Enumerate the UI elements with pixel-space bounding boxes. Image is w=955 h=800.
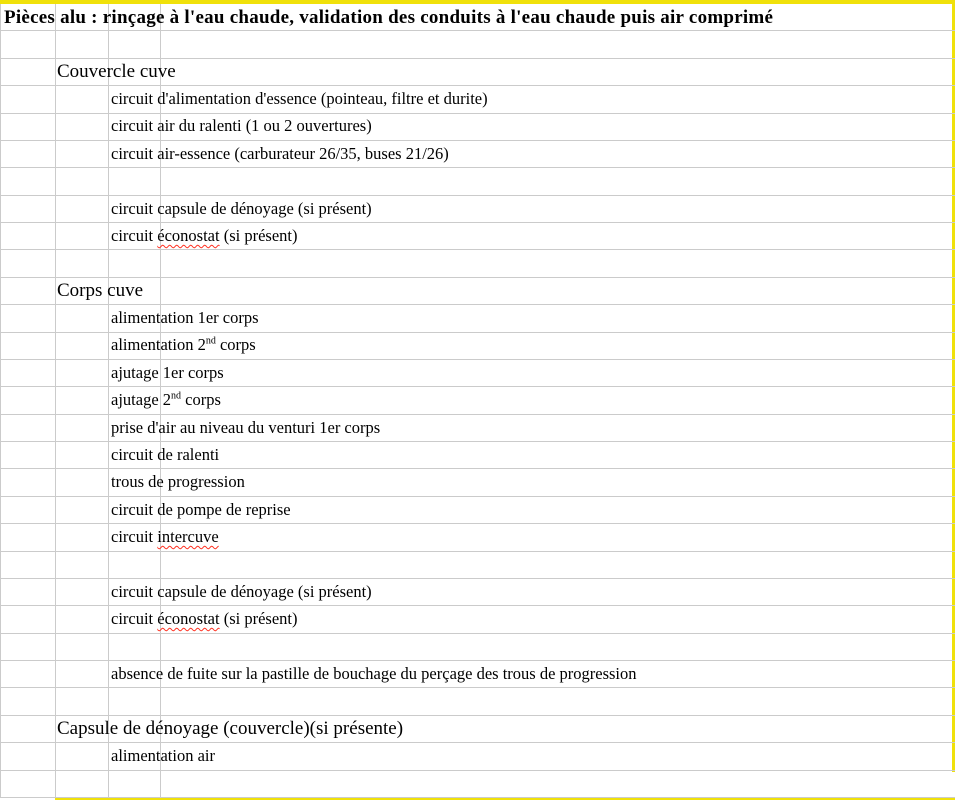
text-segment: circuit capsule de dénoyage (si présent) (111, 581, 372, 601)
text-segment: Couvercle cuve (57, 61, 176, 83)
item-row[interactable] (0, 469, 955, 496)
cell-text (0, 337, 256, 354)
text-segment: circuit (111, 225, 158, 245)
text-segment: ajutage 1er corps (111, 362, 224, 382)
text-segment: corps (181, 390, 221, 410)
item-row[interactable] (0, 524, 955, 551)
item-row[interactable] (0, 606, 955, 633)
cell-text (0, 91, 488, 108)
title-row[interactable] (0, 4, 955, 31)
item-row[interactable] (0, 579, 955, 606)
item-row[interactable] (0, 442, 955, 469)
text-segment: alimentation air (111, 746, 216, 766)
cell-text (0, 719, 403, 738)
text-segment: circuit de pompe de reprise (111, 499, 291, 519)
blank-row[interactable] (0, 634, 955, 661)
cell-text (0, 118, 372, 135)
text-segment: absence de fuite sur la pastille de bouchage du perçage des trous de progression (111, 663, 637, 683)
item-row[interactable] (0, 661, 955, 688)
superscript-text: nd (171, 390, 182, 402)
item-row[interactable] (0, 114, 955, 141)
text-segment: circuit d'alimentation d'essence (pointeau, filtre et durite) (111, 89, 488, 109)
cell-text (0, 362, 224, 382)
text-segment: circuit capsule de dénoyage (si présent) (111, 198, 372, 218)
cell-text (0, 310, 259, 327)
misspelled-word: éconostat (157, 609, 220, 629)
text-segment: circuit air-essence (carburateur 26/35, buses 21/26) (111, 143, 449, 163)
item-row[interactable] (0, 333, 955, 360)
item-row[interactable] (0, 415, 955, 442)
blank-row[interactable] (0, 688, 955, 715)
text-segment: Capsule de dénoyage (couvercle)(si présente) (57, 718, 404, 740)
text-segment: circuit (111, 527, 158, 547)
item-row[interactable] (0, 305, 955, 332)
sheet-rows (0, 4, 955, 798)
cell-text (0, 8, 773, 27)
text-segment: (si présent) (219, 225, 298, 245)
text-segment: circuit air du ralenti (1 ou 2 ouvertures) (111, 116, 372, 136)
cell-text (0, 281, 143, 300)
cell-text (0, 474, 245, 491)
item-row[interactable] (0, 743, 955, 770)
item-row[interactable] (0, 360, 955, 387)
misspelled-word: intercuve (157, 527, 219, 547)
item-row[interactable] (0, 141, 955, 168)
text-segment: Pièces alu : rinçage à l'eau chaude, validation des conduits à l'eau chaude puis air comprimé (4, 6, 774, 28)
cell-text (0, 611, 298, 628)
cell-text (0, 444, 220, 464)
cell-text (0, 663, 637, 683)
blank-row[interactable] (0, 168, 955, 195)
blank-row[interactable] (0, 31, 955, 58)
text-segment: trous de progression (111, 472, 245, 492)
text-segment: circuit de ralenti (111, 444, 220, 464)
cell-text (0, 417, 381, 437)
blank-row[interactable] (0, 771, 955, 798)
item-row[interactable] (0, 196, 955, 223)
section-row[interactable] (0, 59, 955, 86)
text-segment: Corps cuve (57, 280, 144, 302)
cell-text (0, 499, 291, 519)
item-row[interactable] (0, 387, 955, 414)
blank-row[interactable] (0, 250, 955, 277)
superscript-text: nd (205, 335, 216, 347)
text-segment: (si présent) (219, 609, 298, 629)
text-segment: prise d'air au niveau du venturi 1er corps (111, 417, 381, 437)
cell-text (0, 143, 449, 163)
cell-text (0, 225, 298, 245)
cell-text (0, 392, 221, 409)
cell-text (0, 198, 372, 218)
text-segment: alimentation 2 (111, 335, 206, 355)
text-segment: ajutage 2 (111, 390, 172, 410)
item-row[interactable] (0, 223, 955, 250)
cell-text (0, 581, 372, 601)
text-segment: circuit (111, 609, 158, 629)
cell-text (0, 62, 176, 81)
cell-text (0, 529, 219, 546)
cell-text (0, 748, 215, 765)
item-row[interactable] (0, 497, 955, 524)
text-segment: corps (215, 335, 256, 355)
item-row[interactable] (0, 86, 955, 113)
section-row[interactable] (0, 278, 955, 305)
section-row[interactable] (0, 716, 955, 743)
blank-row[interactable] (0, 552, 955, 579)
text-segment: alimentation 1er corps (111, 308, 259, 328)
misspelled-word: éconostat (157, 225, 220, 245)
